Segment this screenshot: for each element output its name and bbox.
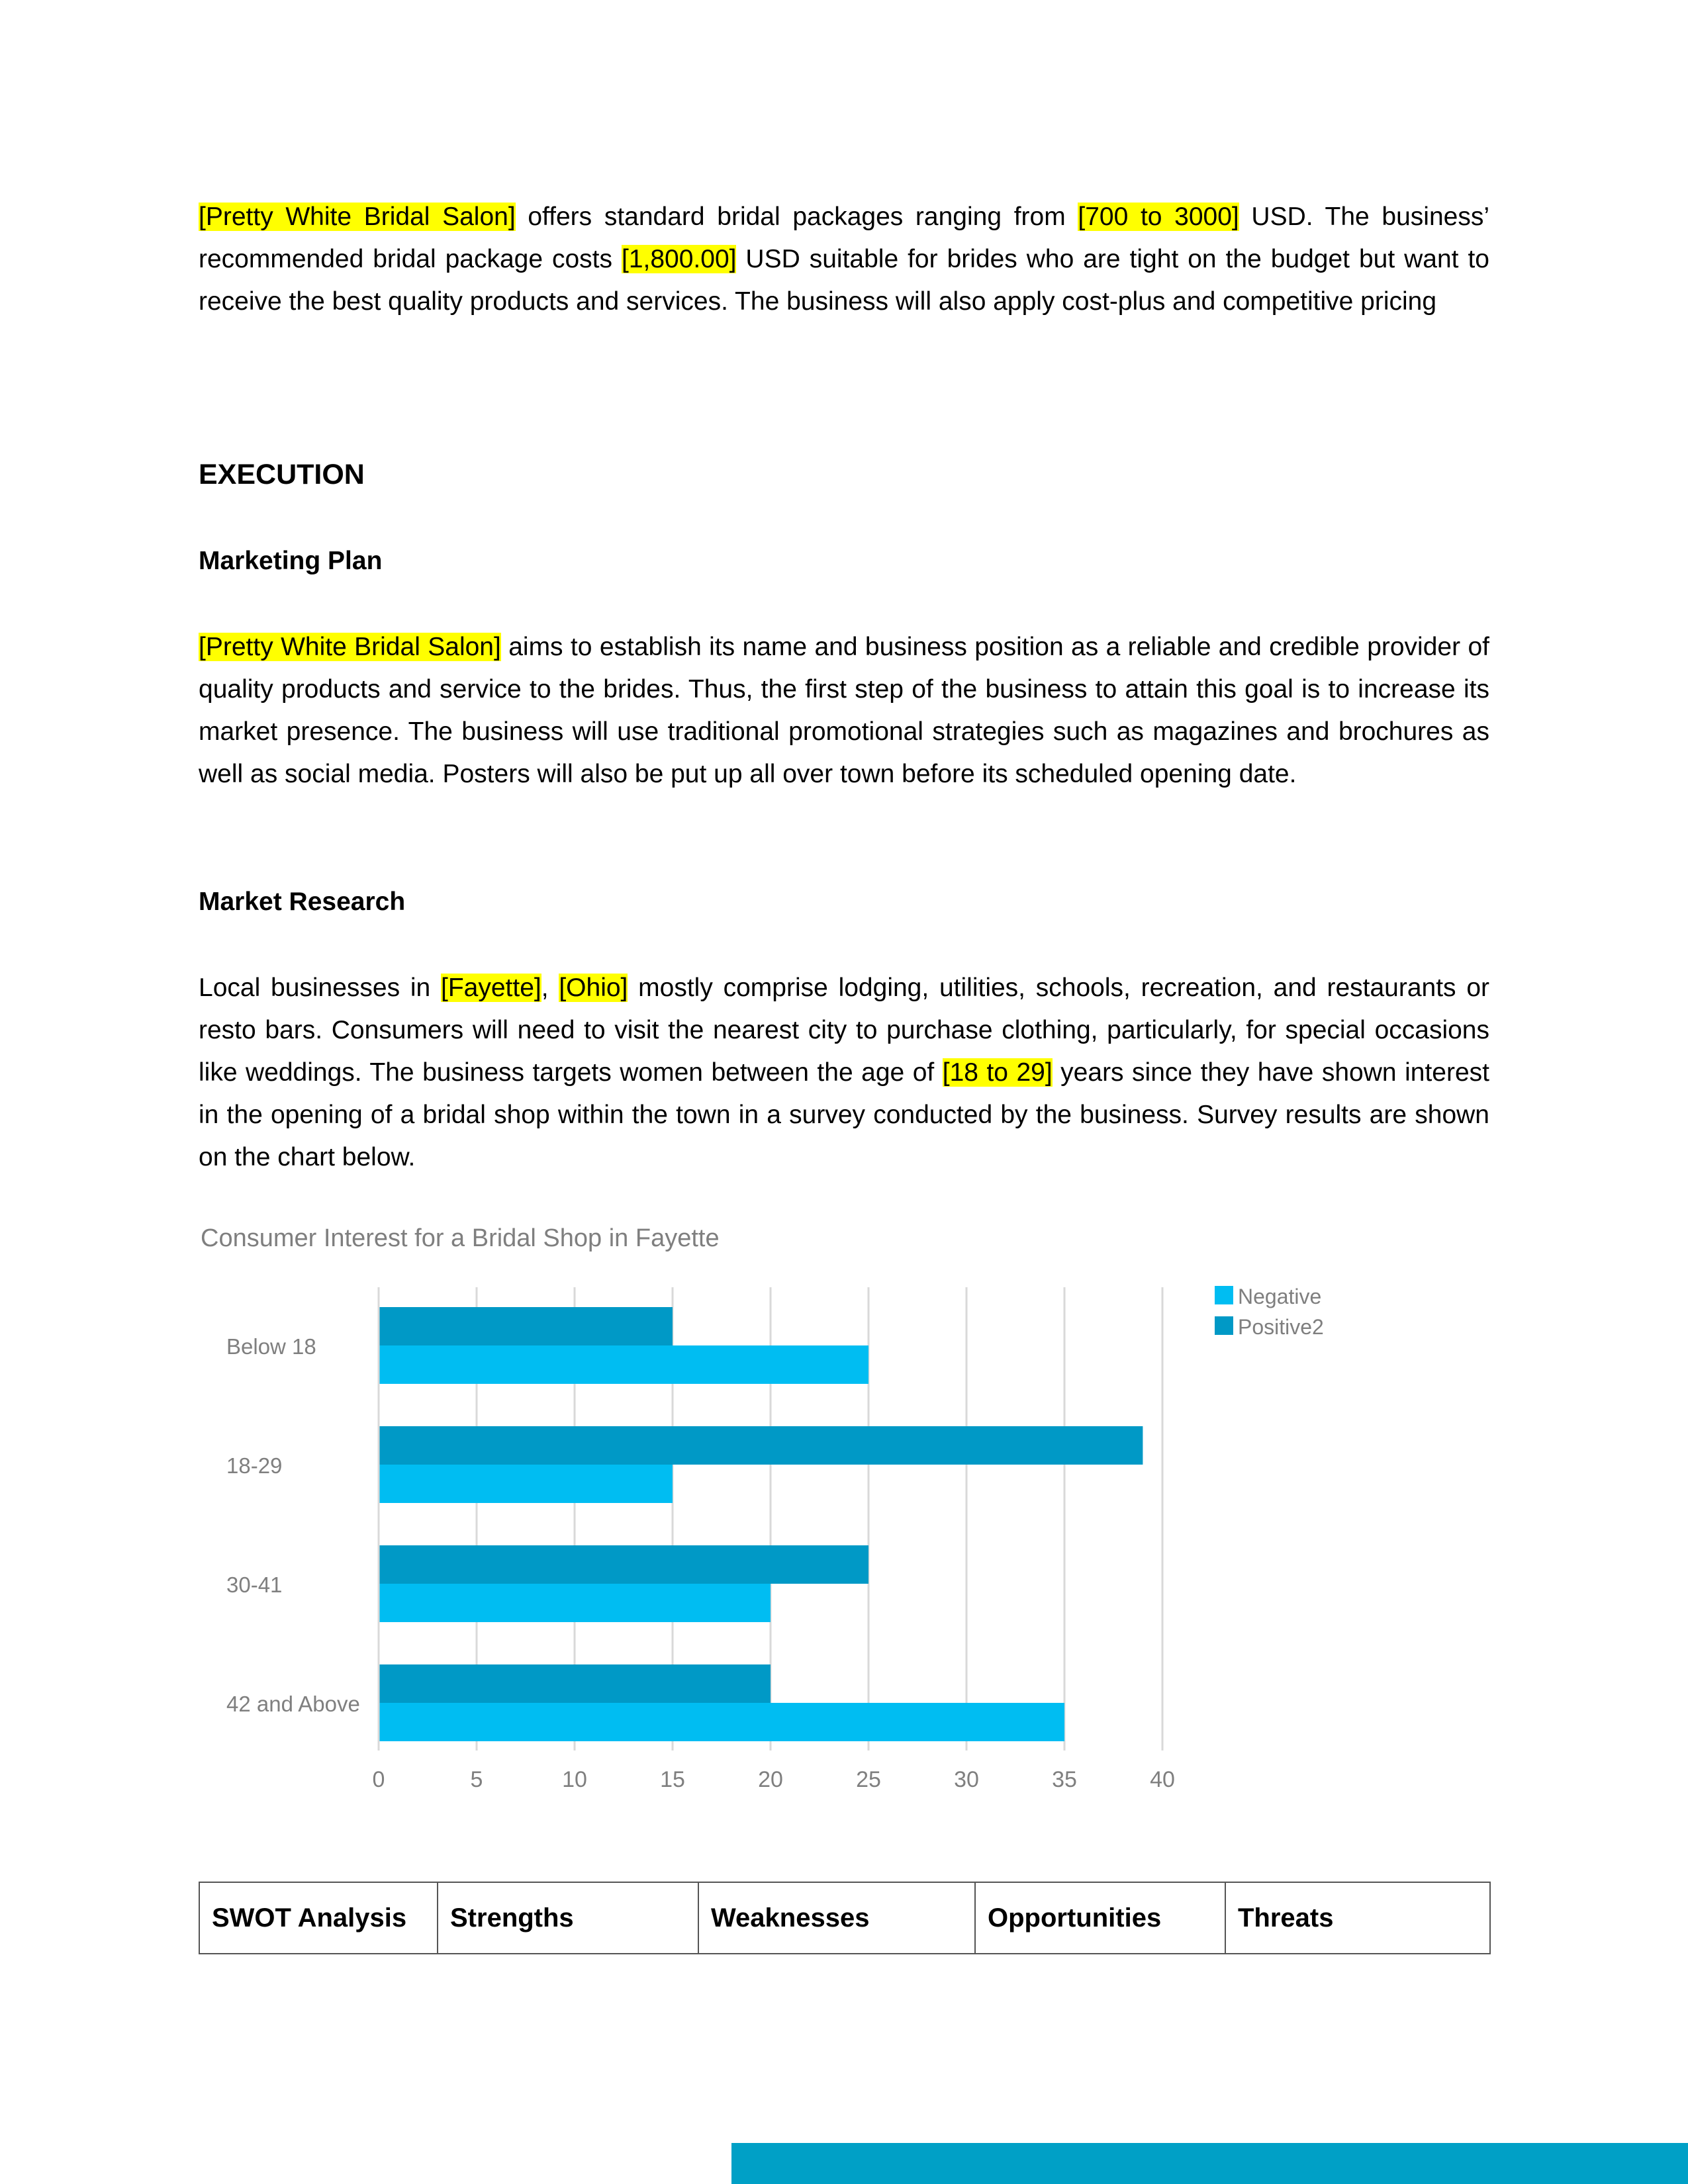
threats-header-cell: Threats (1225, 1882, 1490, 1954)
age-range-highlight: [18 to 29] (942, 1058, 1053, 1087)
market-research-heading: Market Research (199, 887, 406, 916)
category-label: 30-41 (226, 1572, 283, 1597)
package-cost-highlight: [1,800.00] (621, 245, 737, 273)
x-tick-label: 20 (758, 1767, 783, 1792)
bar (379, 1426, 1143, 1465)
x-tick-label: 25 (856, 1767, 881, 1792)
business-name-highlight: [Pretty White Bridal Salon] (199, 633, 501, 661)
legend-swatch (1215, 1286, 1233, 1304)
bar (379, 1584, 771, 1622)
legend-swatch (1215, 1316, 1233, 1335)
opportunities-header-cell: Opportunities (975, 1882, 1225, 1954)
strengths-header-cell: Strengths (438, 1882, 698, 1954)
footer-accent-bar (731, 2143, 1688, 2184)
bar (379, 1545, 868, 1584)
x-tick-label: 35 (1052, 1767, 1077, 1792)
category-label: Below 18 (226, 1334, 316, 1359)
x-tick-label: 5 (470, 1767, 483, 1792)
x-tick-label: 10 (562, 1767, 587, 1792)
swot-header-cell: SWOT Analysis (199, 1882, 438, 1954)
chart-title: Consumer Interest for a Bridal Shop in Fayette (201, 1224, 720, 1252)
execution-heading: EXECUTION (199, 459, 365, 490)
marketing-plan-paragraph: [Pretty White Bridal Salon] aims to establish its name and business position as a reliable and credible provider of quality products and service to the brides. Thus, the first step of the business to attain this goal is to increase its market presence. The business will use traditional promotional strategies such as magazines and brochures as well as social media. Posters will also be put up all over town before its scheduled opening date. (199, 633, 1489, 788)
swot-table (199, 1882, 1491, 1954)
state-highlight: [Ohio] (559, 974, 628, 1002)
swot-header-row (199, 1882, 1490, 1954)
bar (379, 1703, 1064, 1741)
business-name-highlight: [Pretty White Bridal Salon] (199, 203, 516, 231)
pricing-paragraph: [Pretty White Bridal Salon] offers standard bridal packages ranging from [700 to 3000] USD. The business’ recommended bridal package costs [1,800.00] USD suitable for brides who are tight on the budget but want to receive the best quality products and services. The business will also apply cost-plus and competitive pricing (199, 203, 1489, 316)
x-tick-label: 15 (660, 1767, 685, 1792)
category-label: 18-29 (226, 1453, 283, 1478)
category-label: 42 and Above (226, 1692, 360, 1716)
x-tick-label: 30 (954, 1767, 979, 1792)
city-highlight: [Fayette] (441, 974, 541, 1002)
x-tick-label: 0 (372, 1767, 385, 1792)
bar (379, 1664, 771, 1703)
weaknesses-header-cell: Weaknesses (698, 1882, 975, 1954)
market-research-paragraph: Local businesses in [Fayette], [Ohio] mostly comprise lodging, utilities, schools, recreation, and restaurants or resto bars. Consumers will need to visit the nearest city to purchase clothing, particularly, for special occasions like weddings. The business targets women between the age of [18 to 29] years since they have shown interest in the opening of a bridal shop within the town in a survey conducted by the business. Survey results are shown on the chart below. (199, 974, 1489, 1171)
legend-label: Positive2 (1238, 1315, 1324, 1339)
bar (379, 1345, 868, 1384)
bar-chart (199, 1277, 1390, 1820)
bar (379, 1307, 673, 1345)
price-range-highlight: [700 to 3000] (1078, 203, 1239, 231)
marketing-plan-heading: Marketing Plan (199, 547, 383, 575)
legend-label: Negative (1238, 1285, 1322, 1308)
x-tick-label: 40 (1150, 1767, 1175, 1792)
bar (379, 1465, 673, 1503)
